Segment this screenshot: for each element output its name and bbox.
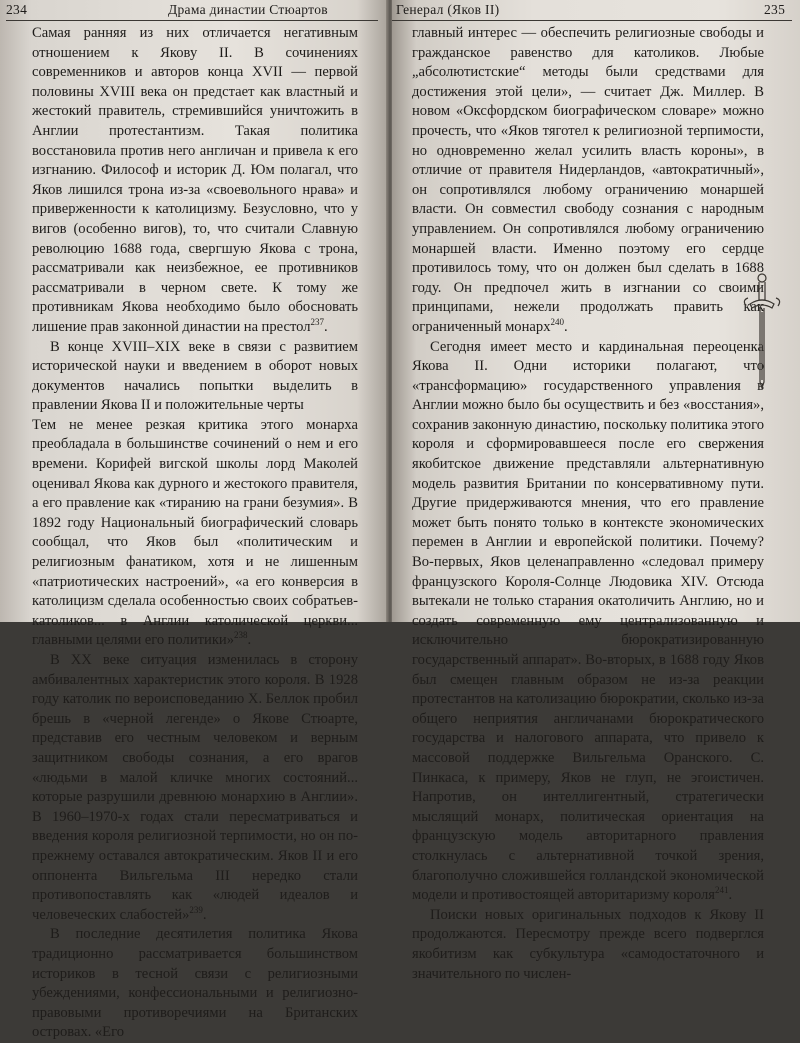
footnote-marker[interactable]: 241 (714, 885, 729, 896)
right-paragraph-text: Сегодня имеет место и кардинальная переоценка Якова II. Одни историки полагают, что «трансформацию» государственного управления в Англии можно было бы осуществить и без «восстания», сохранив законную династию, поскольку политика этого короля и сформировавшееся после его свержения якобитское движение представляли альтернативную модель развития Британии по консервативному пути. Другие придерживаются мнения, что его правление может быть понято только в контексте экономических перемен в Англии и европейской политики. Почему? Во-первых, Яков целенаправленно «следовал примеру французского Короля-Солнце Людовика XIV. Отсюда вытекали не только старания окатоличить Англию, но и создать современную ему централизованную и исключительно бюрократизированную государственный аппарат». Во-вторых, в 1688 году Яков был смещен главным образом не из-за реакции протестантов на католизацию бюрократии, сколько из-за общего неприятия англичанами бюрократического государства и налогового аппарата, что привело к массовой поддержке Вильгельма Оранского. С. Пинкаса, к примеру, Яков не глуп, не эгоистичен. Напротив, он интеллигентный, стратегически мыслящий монарх, политическая ориентация на французскую модель авторитарного правления столкнулась с альтернативной точкой зрения, благополучно сложившейся голландской экономической модели и противостоящей авторитаризму короля (412, 338, 764, 904)
footnote-marker[interactable]: 240 (550, 317, 564, 328)
footnote-marker[interactable]: 237 (310, 317, 325, 328)
right-head-rule (392, 20, 792, 21)
left-paragraph: В XX веке ситуация изменилась в сторону амбивалентных характеристик этого короля. В 1928 году католик по вероисповеданию Х. Беллок пробил брешь в «черной легенде» о Якове Стюарте, представив его честным человеком и верным защитником свободы сознания, а его врагов «людьми в малой кличке многих состояний... которые разрушили древнюю монархию в Англии». В 1960–1970-х годах стали пересматриваться и введения короля религиозной терпимости, но он по-прежнему оставался автократическим. Яков II и его оппонента Вильгельма III нередко стали противопоставлять как «людей идеалов и человеческих слабостей»$^{239}$. (32, 652, 358, 923)
sword-icon (732, 270, 792, 390)
left-paragraph: Тем не менее резкая критика этого монарха преобладала в большинстве сочинений о нем и его времени. Корифей вигской школы лорд Маколей оценивал Якова как дурного и жестокого правителя, а его правление как «тиранию на грани безумия». В 1892 году Национальный биографический словарь сообщал, что Яков был «политическим и религиозным фанатиком, хотя и не лишенным «патриотических настроений», «а его конверсия в католицизм сделала особенностью своих собратьев-католиков... в Англии католической церкви... главными целями его политики»$^{238}$. (32, 416, 358, 649)
footnote-marker[interactable]: 238 (234, 630, 248, 641)
left-paragraph (32, 925, 358, 1043)
right-paragraph (412, 906, 764, 984)
left-paragraph-text: Самая ранняя из них отличается негативным отношением к Якову II. В сочинениях современников и авторов конца XVII — первой половины XVIII века он предстает как властный и жестокий правитель, стремившийся уничтожить в Англии протестантизм. Такая политика восстановила против него англичан и привела к его изгнанию. Философ и историк Д. Юм полагал, что Яков лишился трона из-за «своевольного нрава» и приверженности к католицизму. Безусловно, что у вигов (особенно вигов), то, что считали Славную революцию 1688 года, свергшую Якова с трона, рассматривали как неизбежное, ее противников рассматривали в черном свете. К тому же противникам Якова необходимо было обосновать лишение прав законной династии на престол (32, 25, 358, 335)
left-page (0, 0, 388, 1041)
left-running-head: Драма династии Стюартов (168, 2, 328, 17)
left-paragraph (32, 338, 358, 416)
right-paragraph-text: Поиски новых оригинальных подходов к Якову II продолжаются. Пересмотру прежде всего подверглся якобитизм как субкультура «самодостаточного и значительного по числен- (412, 906, 764, 982)
left-paragraph-text: В конце XVIII–XIX веке в связи с развитием исторической науки и введением в оборот новых документов начались попытки выделить в правлении Якова II и положительные черты (32, 338, 358, 414)
right-running-head: Генерал (Яков II) (396, 2, 500, 17)
right-page (392, 0, 800, 982)
right-page-number: 235 (764, 2, 786, 17)
right-paragraph: Сегодня имеет место и кардинальная переоценка Якова II. Одни историки полагают, что «трансформацию» государственного управления в Англии можно было бы осуществить и без «восстания», сохранив законную династию, поскольку политика этого короля и сформировавшееся после его свержения якобитское движение представляли альтернативную модель развития Британии по консервативному пути. Другие придерживаются мнения, что его правление может быть понято только в контексте экономических перемен в Англии и европейской политики. Почему? Во-первых, Яков целенаправленно «следовал примеру французского Короля-Солнце Людовика XIV. Отсюда вытекали не только старания окатоличить Англию, но и создать современную ему централизованную и исключительно бюрократизированную государственный аппарат». Во-вторых, в 1688 году Яков был смещен главным образом не из-за реакции протестантов на католизацию бюрократии, сколько из-за общего неприятия англичанами бюрократического государства и налогового аппарата, что привело к массовой поддержке Вильгельма Оранского. С. Пинкаса, к примеру, Яков не глуп, не эгоистичен. Напротив, он интеллигентный, стратегически мыслящий монарх, политическая ориентация на французскую модель авторитарного правления столкнулась с альтернативной точкой зрения, благополучно сложившейся голландской экономической модели и противостоящей авторитаризму короля$^{241}$. (412, 338, 764, 904)
left-head-rule (6, 20, 378, 21)
left-paragraph-text: В последние десятилетия политика Якова традиционно рассматривается большинством историков в тесной связи с религиозными убеждениями, конфессиональными и религиозно-правовыми противоречиями на Британских островах. «Его (32, 926, 358, 1041)
footnote-marker[interactable]: 239 (189, 904, 203, 915)
left-page-text (32, 24, 358, 1043)
left-paragraph-text: В XX веке ситуация изменилась в сторону амбивалентных характеристик этого короля. В 1928 году католик по вероисповеданию Х. Беллок пробил брешь в «черной легенде» о Якове Стюарте, представив его честным человеком и верным защитником свободы сознания, а его врагов «людьми в малой кличке многих состояний... которые разрушили древнюю монархию в Англии». В 1960–1970-х годах стали пересматриваться и введения короля религиозной терпимости, но он по-прежнему оставался автократическим. Яков II и его оппонента Вильгельма III нередко стали противопоставлять как «людей идеалов и человеческих слабостей» (32, 652, 358, 923)
right-page-text (412, 24, 764, 984)
right-paragraph: главный интерес — обеспечить религиозные свободы и гражданское равенство для католиков. Любые „абсолютистские“ методы были средствами для достижения этой цели», — считает Дж. Миллер. В новом «Оксфордском биографическом словаре» можно прочесть, что «Яков тяготел к религиозной терпимости, но одновременно желал усилить власть короны», в отличие от правителя Нидерландов, «автократичный», он сопротивлялся любому ограничению монаршей власти. Он совместил свободу сознания с народным управлением. Он сопротивлялся любому ограничению монаршей власти. Именно поэтому его сердце противилось тому, что он должен был сделать в 1688 году. Он предпочел жить в изгнании со своими принципами, нежели продолжать править как ограниченный монарх$^{240}$. (412, 25, 764, 335)
right-paragraph-text: главный интерес — обеспечить религиозные свободы и гражданское равенство для католиков. Любые „абсолютистские“ методы были средствами для достижения этой цели», — считает Дж. Миллер. В новом «Оксфордском биографическом словаре» можно прочесть, что «Яков тяготел к религиозной терпимости, но одновременно желал усилить власть короны», в отличие от правителя Нидерландов, «автократичный», он сопротивлялся любому ограничению монаршей власти. Он совместил свободу сознания с народным управлением. Он сопротивлялся любому ограничению монаршей власти. Именно поэтому его сердце противилось тому, что он должен был сделать в 1688 году. Он предпочел жить в изгнании со своими принципами, нежели продолжать править как ограниченный монарх (412, 25, 764, 335)
left-paragraph-text: Тем не менее резкая критика этого монарха преобладала в большинстве сочинений о нем и его времени. Корифей вигской школы лорд Маколей оценивал Якова как дурного и жестокого правителя, а его правление как «тиранию на грани безумия». В 1892 году Национальный биографический словарь сообщал, что Яков был «политическим и религиозным фанатиком, хотя и не лишенным «патриотических настроений», «а его конверсия в католицизм сделала особенностью своих собратьев-католиков... в Англии католической церкви... главными целями его политики» (32, 416, 358, 649)
left-page-number: 234 (6, 2, 28, 17)
left-paragraph: Самая ранняя из них отличается негативным отношением к Якову II. В сочинениях современников и авторов конца XVII — первой половины XVIII века он предстает как властный и жестокий правитель, стремившийся уничтожить в Англии протестантизм. Такая политика восстановила против него англичан и привела к его изгнанию. Философ и историк Д. Юм полагал, что Яков лишился трона из-за «своевольного нрава» и приверженности к католицизму. Безусловно, что у вигов (особенно вигов), то, что считали Славную революцию 1688 года, свергшую Якова с трона, рассматривали как неизбежное, ее противников рассматривали в черном свете. К тому же противникам Якова необходимо было обосновать лишение прав законной династии на престол$^{237}$. (32, 25, 358, 335)
